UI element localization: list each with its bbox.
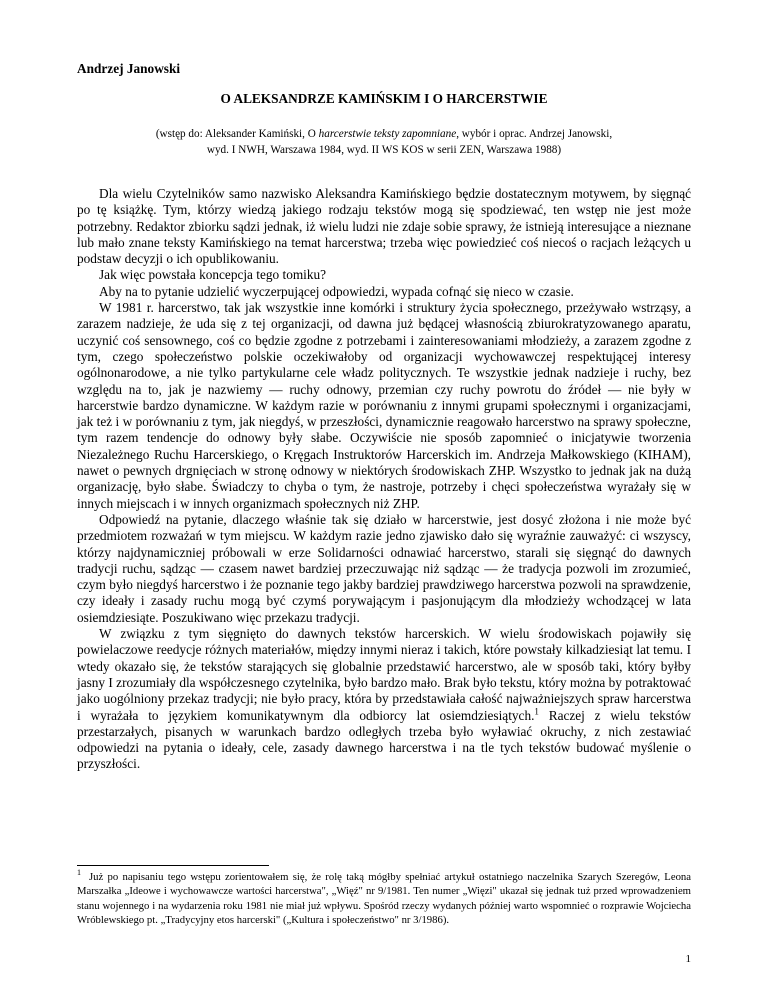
footnote-text: Już po napisaniu tego wstępu zorientowałem się, że rolę taką mógłby spełniać artykuł ostatniego naczelnika Szarych Szeregów, Leona Marszałka „Ideowe i wychowawcze wartości harcerstwa", „Więź" nr 9/1981. Ten numer „Więzi" ukazał się jednak tuż przed wprowadzeniem stanu wojennego i na wydarzenia roku 1981 nie miał już wpływu. Spośród rzeczy wydanych później warto wspomnieć o rozprawie Wojciecha Wróblewskiego pt. „Tradycyjny etos harcerski" („Kultura i społeczeństwo" nr 3/1986). <box>77 871 691 927</box>
author-name: Andrzej Janowski <box>77 61 181 76</box>
footnote-divider <box>77 865 269 866</box>
paragraph-3: Aby na to pytanie udzielić wyczerpującej odpowiedzi, wypada cofnąć się nieco w czasie. <box>99 283 574 299</box>
paragraph-6 <box>77 626 691 773</box>
source-line1-prefix: (wstęp do: Aleksander Kamiński, O <box>155 128 319 140</box>
paragraph-1: Dla wielu Czytelników samo nazwisko Aleksandra Kamińskiego będzie dostatecznym motywem, by sięgnąć po tę książkę. Tym, którzy wiedzą jakiego rodzaju tekstów mogą się spodziewać, ten wstęp nie jest może potrzebny. Redaktor zbiorku sądzi jednak, iż wielu ludzi nie zdaje sobie sprawy, że istnieją interesujące a nieznane lub mało znane teksty Kamińskiego na temat harcerstwa; trzeba więc powiedzieć coś niecoś o racjach leżących u podstaw decyzji o ich opublikowaniu. <box>77 186 691 267</box>
footnote <box>77 870 691 928</box>
document-title: O ALEKSANDRZE KAMIŃSKIM I O HARCERSTWIE <box>220 91 548 106</box>
paragraph-4: W 1981 r. harcerstwo, tak jak wszystkie inne komórki i struktury życia społecznego, przeżywało wstrząsy, a zarazem nadzieje, że uda się z tej organizacji, od dawna już będącej własnością zbiurokratyzowanego aparatu, uczynić coś sensownego, coś co będzie zgodne z potrzebami i zainteresowaniami młodzieży, a zarazem zgodne z tym, czego społeczeństwo polskie oczekiwałoby od organizacji wychowawczej respektującej interesy ogólnonarodowe, a nie tylko partykularne cele władz politycznych. Te wszystkie jednak nadzieje i ruchy, bez względu na to, jak je nazwiemy — ruchy odnowy, przemian czy ruchy powrotu do źródeł — nie były w harcerstwie bardzo dynamiczne. W każdym razie w porównaniu z innymi grupami społecznymi i organizacjami, jak też i w porównaniu z tym, jak niegdyś, w przeszłości, dynamicznie reagowało harcerstwo na sprawy społeczne, tym razem tendencje do odnowy były słabe. Oczywiście nie sposób zapomnieć o inicjatywie tworzenia Niezależnego Ruchu Harcerskiego, o Kręgach Instruktorów Harcerskich im. Andrzeja Małkowskiego (KIHAM), nawet o pewnych drgnięciach w stronę odnowy w niektórych środowiskach ZHP. Wszystko to jednak jak na dużą organizację, było słabe. Świadczy to chyba o tym, że nastroje, potrzeby i chęci społeczeństwa wyrażały się w innych miejscach i w innych organizmach społecznych niż ZHP. <box>77 300 691 511</box>
source-book-title: harcerstwie teksty zapomniane <box>318 128 457 140</box>
source-line2: wyd. I NWH, Warszawa 1984, wyd. II WS KOS w serii ZEN, Warszawa 1988) <box>206 144 562 156</box>
page-number: 1 <box>685 953 691 965</box>
paragraph-6-text-a: W związku z tym sięgnięto do dawnych tekstów harcerskich. W wielu środowiskach pojawiły się powielaczowe reedycje różnych materiałów, między innymi nieraz i takich, które powstały kilkadziesiąt lat temu. I wtedy okazało się, że tekstów starających się globalnie przedstawić harcerstwo, ale w sposób taki, który byłby jasny I zrozumiały dla współczesnego czytelnika, było bardzo mało. Brak było tekstu, który można by potraktować jako uogólniony przekaz tradycji; nie było pracy, która by przedstawiała całość najważniejszych spraw harcerstwa i wyrażała to językiem komunikatywnym dla odbiorcy lat osiemdziesiątych. <box>77 626 691 723</box>
paragraph-5: Odpowiedź na pytanie, dlaczego właśnie tak się działo w harcerstwie, jest dosyć złożona i nie może być przedmiotem rozważań w tym miejscu. W każdym razie jedno zjawisko dało się wyraźnie zauważyć: ci wszyscy, którzy najdynamiczniej próbowali w erze Solidarności odnawiać harcerstwo, starali się sięgnąć do dawnych tradycji ruchu, sądząc — czasem nawet bardziej przeczuwając niż sądząc — że tradycja pozwoli im zrozumieć, czym było niegdyś harcerstwo i że poznanie tego jakby bardziej prawdziwego harcerstwa pozwoli na sprawdzenie, czy ideały i zasady ruchu mogą być czymś porywającym i pasjonującym dla młodzieży wchodzącej w lata osiemdziesiąte. Poszukiwano więc przekazu tradycji. <box>77 511 691 625</box>
paragraph-2: Jak więc powstała koncepcja tego tomiku? <box>99 267 327 283</box>
source-line1-suffix: , wybór i oprac. Andrzej Janowski, <box>456 128 613 140</box>
source-note <box>77 126 691 158</box>
footnote-mark: 1 <box>77 868 81 878</box>
body-text <box>77 186 691 773</box>
footnote-reference[interactable]: 1 <box>534 706 539 717</box>
paragraph-6-text-b: Raczej z wielu tekstów przestarzałych, pisanych w warunkach bardzo odległych trzeba było wyławiać okruchy, z nich zestawiać odpowiedzi na pytania o ideały, cele, zasady dawnego harcerstwa i na tle tych tekstów budować myślenie o przyszłości. <box>77 707 691 772</box>
